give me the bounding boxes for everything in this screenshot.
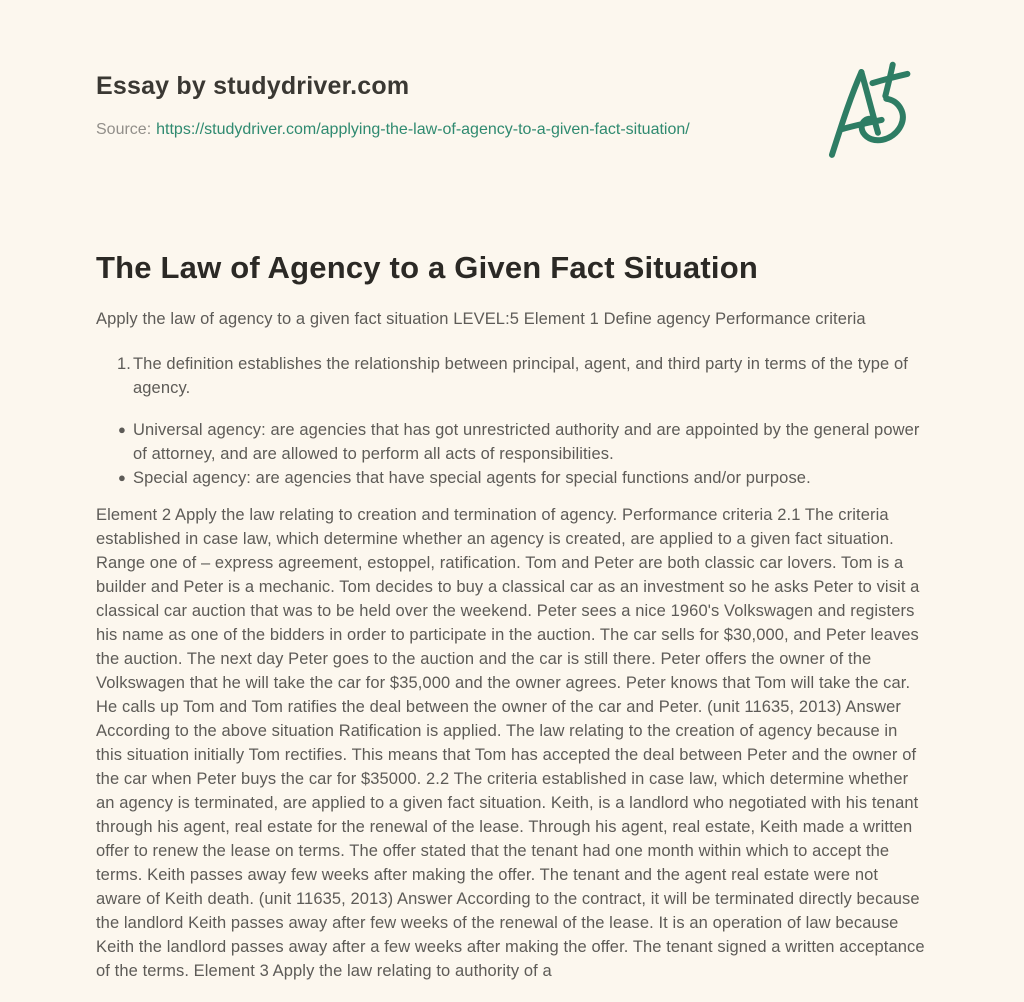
bullet-icon: ● xyxy=(118,470,126,486)
list-number: 1. xyxy=(117,355,131,374)
bullet-item-text: Special agency: are agencies that have special agents for special functions and/or purpose. xyxy=(133,469,811,488)
numbered-list-item xyxy=(96,352,928,400)
essay-content xyxy=(96,249,928,983)
site-title: Essay by studydriver.com xyxy=(96,72,410,100)
bullet-list-item xyxy=(96,466,928,490)
bullet-item-text: Universal agency: are agencies that has got unrestricted authority and are appointed by the general power of attorney, and are allowed to perform all acts of responsibilities. xyxy=(133,421,920,464)
body-paragraph: Element 2 Apply the law relating to creation and termination of agency. Performance criteria 2.1 The criteria established in case law, which determine whether an agency is created, are applied to a given fact situation. Range one of – express agreement, estoppel, ratification. Tom and Peter are both classic car lovers. Tom is a builder and Peter is a mechanic. Tom decides to buy a classical car as an investment so he asks Peter to visit a classical car auction that was to be held over the weekend. Peter sees a nice 1960's Volkswagen and registers his name as one of the bidders in order to participate in the auction. The car sells for $30,000, and Peter leaves the auction. The next day Peter goes to the auction and the car is still there. Peter offers the owner of the Volkswagen that he will take the car for $35,000 and the owner agrees. Peter knows that Tom will take the car. He calls up Tom and Tom ratifies the deal between the owner of the car and Peter. (unit 11635, 2013) Answer According to the above situation Ratification is applied. The law relating to the creation of agency because in this situation initially Tom rectifies. This means that Tom has accepted the deal between Peter and the owner of the car when Peter buys the car for $35000. 2.2 The criteria established in case law, which determine whether an agency is terminated, are applied to a given fact situation. Keith, is a landlord who negotiated with his tenant through his agent, real estate for the renewal of the lease. Through his agent, real estate, Keith made a written offer to renew the lease on terms. The offer stated that the tenant had one month within which to accept the terms. Keith passes away few weeks after making the offer. The tenant and the agent real estate were not aware of Keith death. (unit 11635, 2013) Answer According to the contract, it will be terminated directly because the landlord Keith passes away after few weeks of the renewal of the lease. It is an operation of law because Keith the landlord passes away after a few weeks after making the offer. The tenant signed a written acceptance of the terms. Element 3 Apply the law relating to authority of a xyxy=(96,506,925,981)
bullet-icon: ● xyxy=(118,422,126,438)
intro-paragraph: Apply the law of agency to a given fact situation LEVEL:5 Element 1 Define agency Performance criteria xyxy=(96,310,866,329)
page-header xyxy=(96,0,928,139)
numbered-list xyxy=(96,352,928,400)
bullet-list xyxy=(96,418,928,490)
essay-title: The Law of Agency to a Given Fact Situation xyxy=(96,250,758,285)
a-plus-logo-icon xyxy=(820,60,912,166)
source-label: Source: xyxy=(96,121,152,138)
source-link[interactable]: https://studydriver.com/applying-the-law-of-agency-to-a-given-fact-situation/ xyxy=(156,121,690,138)
numbered-item-text: The definition establishes the relationship between principal, agent, and third party in terms of the type of agency. xyxy=(133,355,908,398)
source-line xyxy=(96,121,928,139)
bullet-list-item xyxy=(96,418,928,466)
